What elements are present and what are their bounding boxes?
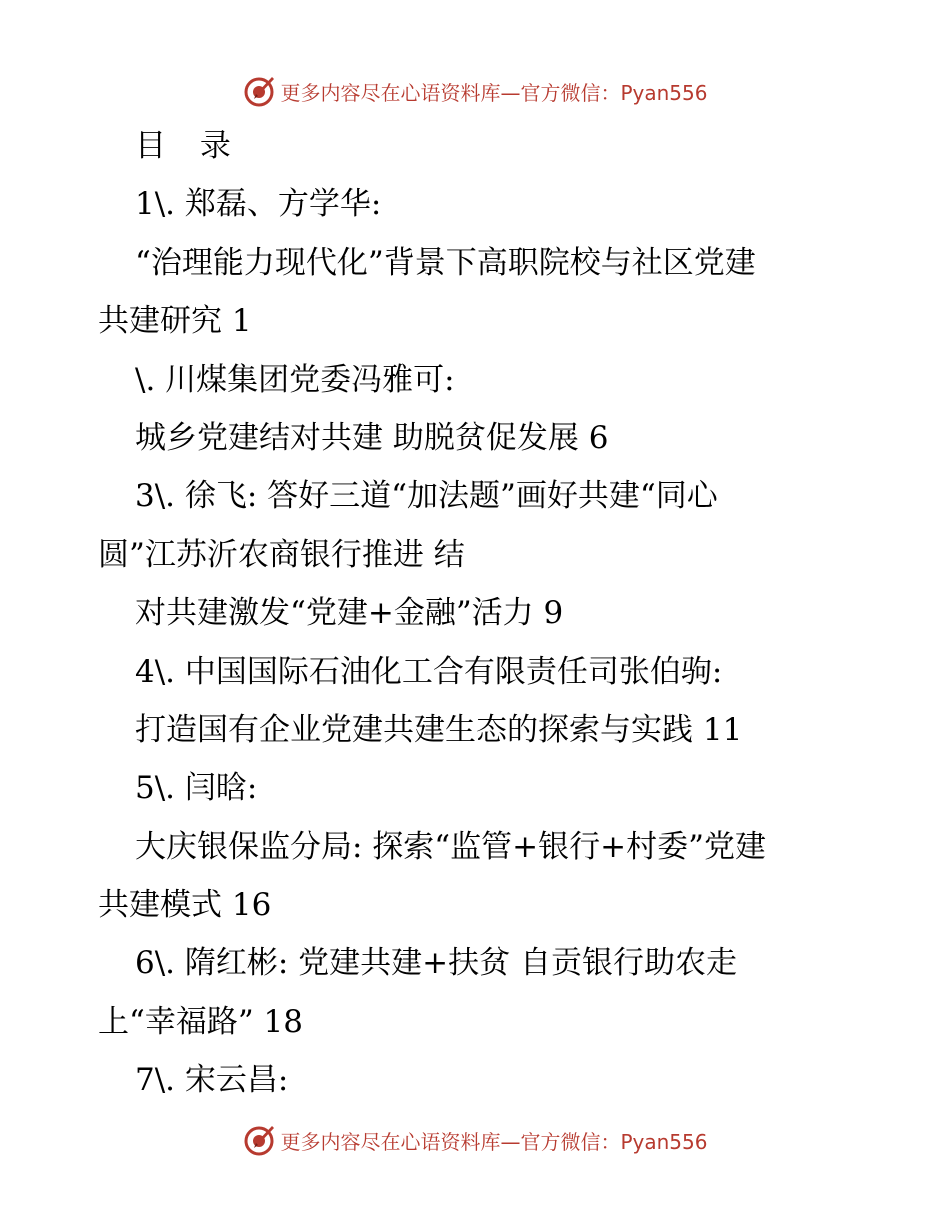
watermark-header <box>0 71 950 111</box>
watermark-footer <box>0 1120 950 1160</box>
toc-line: 共建模式 16 <box>98 887 272 924</box>
toc-line: 打造国有企业党建共建生态的探索与实践 11 <box>135 711 743 748</box>
toc-line: 上“幸福路” 18 <box>98 1003 303 1040</box>
pen-logo-icon <box>242 74 276 108</box>
toc-line: 3\. 徐飞: 答好三道“加法题”画好共建“同心 <box>135 478 718 515</box>
toc-line: 6\. 隋红彬: 党建共建+扶贫 自贡银行助农走 <box>135 945 738 982</box>
toc-line: 1\. 郑磊、方学华: <box>135 186 382 223</box>
pen-logo-icon <box>242 1123 276 1157</box>
toc-body <box>98 117 858 1110</box>
toc-line: 城乡党建结对共建 助脱贫促发展 6 <box>135 419 609 456</box>
toc-line: 7\. 宋云昌: <box>135 1062 289 1099</box>
toc-line: \. 川煤集团党委冯雅可: <box>135 361 455 398</box>
toc-line: 大庆银保监分局: 探索“监管+银行+村委”党建 <box>135 828 766 865</box>
toc-line: 共建研究 1 <box>98 303 252 340</box>
watermark-text: 更多内容尽在心语资料库—官方微信：Pyan556 <box>280 80 708 105</box>
toc-list <box>98 175 858 1109</box>
toc-line: 圆”江苏沂农商银行推进 结 <box>98 536 465 573</box>
toc-line: “治理能力现代化”背景下高职院校与社区党建 <box>135 244 756 281</box>
toc-line: 4\. 中国国际石油化工合有限责任司张伯驹: <box>135 653 723 690</box>
toc-line: 5\. 闫晗: <box>135 770 258 807</box>
toc-line: 对共建激发“党建+金融”活力 9 <box>135 595 564 632</box>
watermark-text: 更多内容尽在心语资料库—官方微信：Pyan556 <box>280 1129 708 1154</box>
toc-title: 目 录 <box>135 128 243 164</box>
